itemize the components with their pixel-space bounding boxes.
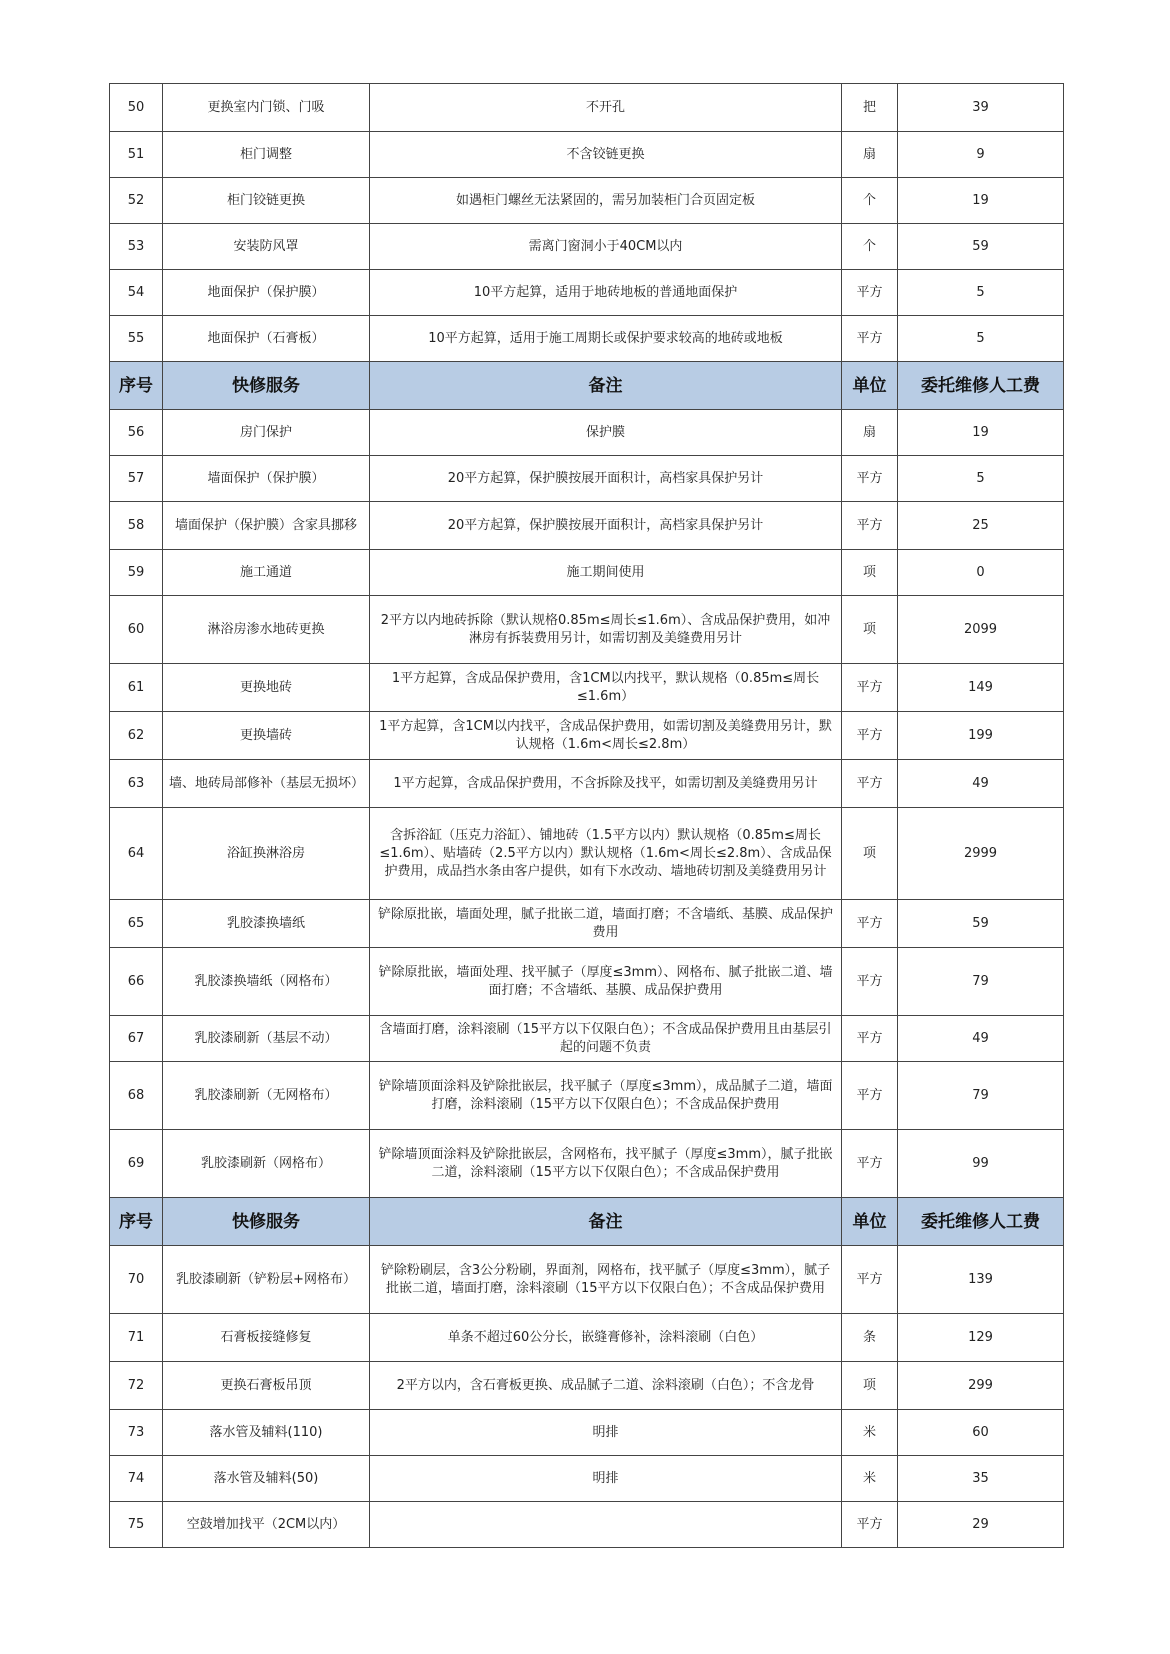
cell-service: 墙面保护（保护膜） [163, 456, 370, 502]
cell-note: 施工期间使用 [370, 550, 842, 596]
cell-note: 需离门窗洞小于40CM以内 [370, 224, 842, 270]
cell-unit: 平方 [842, 502, 898, 550]
cell-fee: 39 [898, 84, 1064, 132]
cell-note: 10平方起算，适用于施工周期长或保护要求较高的地砖或地板 [370, 316, 842, 362]
cell-service: 乳胶漆刷新（无网格布） [163, 1062, 370, 1130]
cell-service: 更换室内门锁、门吸 [163, 84, 370, 132]
cell-unit: 平方 [842, 712, 898, 760]
cell-service: 更换地砖 [163, 664, 370, 712]
table-row [110, 1362, 1064, 1410]
cell-note: 铲除粉刷层，含3公分粉刷，界面剂，网格布，找平腻子（厚度≤3mm），腻子批嵌二道，墙面打磨，涂料滚刷（15平方以下仅限白色）；不含成品保护费用 [370, 1246, 842, 1314]
cell-unit: 平方 [842, 1502, 898, 1548]
cell-note: 单条不超过60公分长，嵌缝膏修补，涂料滚刷（白色） [370, 1314, 842, 1362]
cell-service: 落水管及辅料(50) [163, 1456, 370, 1502]
header-no: 序号 [110, 1198, 163, 1246]
cell-no: 59 [110, 550, 163, 596]
cell-unit: 米 [842, 1456, 898, 1502]
cell-no: 55 [110, 316, 163, 362]
header-unit: 单位 [842, 1198, 898, 1246]
cell-no: 58 [110, 502, 163, 550]
cell-service: 乳胶漆换墙纸 [163, 900, 370, 948]
cell-fee: 139 [898, 1246, 1064, 1314]
cell-service: 空鼓增加找平（2CM以内） [163, 1502, 370, 1548]
cell-note: 20平方起算，保护膜按展开面积计，高档家具保护另计 [370, 502, 842, 550]
cell-service: 乳胶漆刷新（基层不动） [163, 1016, 370, 1062]
cell-service: 房门保护 [163, 410, 370, 456]
cell-note: 20平方起算，保护膜按展开面积计，高档家具保护另计 [370, 456, 842, 502]
table-row [110, 84, 1064, 132]
cell-no: 63 [110, 760, 163, 808]
table-row [110, 224, 1064, 270]
cell-note: 铲除原批嵌，墙面处理、找平腻子（厚度≤3mm）、网格布、腻子批嵌二道、墙面打磨；不含墙纸、基膜、成品保护费用 [370, 948, 842, 1016]
cell-no: 62 [110, 712, 163, 760]
table-row [110, 712, 1064, 760]
cell-unit: 扇 [842, 410, 898, 456]
cell-unit: 平方 [842, 456, 898, 502]
table-row [110, 1314, 1064, 1362]
cell-fee: 60 [898, 1410, 1064, 1456]
cell-no: 53 [110, 224, 163, 270]
cell-fee: 59 [898, 224, 1064, 270]
table-row [110, 1016, 1064, 1062]
cell-fee: 2999 [898, 808, 1064, 900]
cell-service: 墙、地砖局部修补（基层无损坏） [163, 760, 370, 808]
cell-note: 铲除原批嵌，墙面处理，腻子批嵌二道，墙面打磨；不含墙纸、基膜、成品保护费用 [370, 900, 842, 948]
cell-fee: 199 [898, 712, 1064, 760]
cell-service: 落水管及辅料(110) [163, 1410, 370, 1456]
cell-fee: 79 [898, 1062, 1064, 1130]
cell-no: 60 [110, 596, 163, 664]
cell-note: 铲除墙顶面涂料及铲除批嵌层，找平腻子（厚度≤3mm），成品腻子二道，墙面打磨，涂料滚刷（15平方以下仅限白色）；不含成品保护费用 [370, 1062, 842, 1130]
table-row [110, 550, 1064, 596]
cell-no: 67 [110, 1016, 163, 1062]
cell-fee: 129 [898, 1314, 1064, 1362]
cell-fee: 79 [898, 948, 1064, 1016]
cell-no: 50 [110, 84, 163, 132]
table-row [110, 664, 1064, 712]
cell-no: 57 [110, 456, 163, 502]
table-row [110, 1410, 1064, 1456]
cell-note: 明排 [370, 1456, 842, 1502]
table-row [110, 1130, 1064, 1198]
cell-fee: 9 [898, 132, 1064, 178]
cell-unit: 平方 [842, 1062, 898, 1130]
header-service: 快修服务 [163, 1198, 370, 1246]
cell-service: 墙面保护（保护膜）含家具挪移 [163, 502, 370, 550]
cell-fee: 35 [898, 1456, 1064, 1502]
cell-fee: 0 [898, 550, 1064, 596]
cell-service: 淋浴房渗水地砖更换 [163, 596, 370, 664]
table-row [110, 596, 1064, 664]
cell-no: 68 [110, 1062, 163, 1130]
cell-fee: 5 [898, 316, 1064, 362]
header-unit: 单位 [842, 362, 898, 410]
cell-fee: 49 [898, 760, 1064, 808]
table-row [110, 270, 1064, 316]
cell-service: 乳胶漆换墙纸（网格布） [163, 948, 370, 1016]
cell-unit: 平方 [842, 760, 898, 808]
cell-service: 施工通道 [163, 550, 370, 596]
cell-no: 70 [110, 1246, 163, 1314]
cell-unit: 平方 [842, 664, 898, 712]
cell-service: 地面保护（石膏板） [163, 316, 370, 362]
table-row [110, 178, 1064, 224]
cell-no: 52 [110, 178, 163, 224]
cell-fee: 25 [898, 502, 1064, 550]
cell-unit: 平方 [842, 1016, 898, 1062]
table-row [110, 948, 1064, 1016]
cell-no: 74 [110, 1456, 163, 1502]
cell-note: 不开孔 [370, 84, 842, 132]
cell-note: 不含铰链更换 [370, 132, 842, 178]
cell-service: 柜门铰链更换 [163, 178, 370, 224]
header-no: 序号 [110, 362, 163, 410]
cell-note: 铲除墙顶面涂料及铲除批嵌层，含网格布，找平腻子（厚度≤3mm），腻子批嵌二道，涂料滚刷（15平方以下仅限白色）；不含成品保护费用 [370, 1130, 842, 1198]
table-row [110, 1502, 1064, 1548]
cell-note: 10平方起算，适用于地砖地板的普通地面保护 [370, 270, 842, 316]
table-row [110, 316, 1064, 362]
table-row [110, 410, 1064, 456]
cell-unit: 平方 [842, 270, 898, 316]
cell-unit: 个 [842, 178, 898, 224]
table-row [110, 1456, 1064, 1502]
cell-note: 明排 [370, 1410, 842, 1456]
cell-service: 浴缸换淋浴房 [163, 808, 370, 900]
cell-fee: 19 [898, 178, 1064, 224]
cell-unit: 个 [842, 224, 898, 270]
cell-note: 1平方起算，含成品保护费用，含1CM以内找平，默认规格（0.85m≤周长≤1.6m） [370, 664, 842, 712]
cell-unit: 条 [842, 1314, 898, 1362]
cell-unit: 把 [842, 84, 898, 132]
cell-unit: 平方 [842, 900, 898, 948]
cell-fee: 49 [898, 1016, 1064, 1062]
cell-fee: 59 [898, 900, 1064, 948]
cell-fee: 299 [898, 1362, 1064, 1410]
table-row [110, 900, 1064, 948]
table-row [110, 1062, 1064, 1130]
cell-no: 65 [110, 900, 163, 948]
cell-fee: 99 [898, 1130, 1064, 1198]
cell-service: 柜门调整 [163, 132, 370, 178]
cell-unit: 平方 [842, 1130, 898, 1198]
cell-note: 保护膜 [370, 410, 842, 456]
cell-note: 如遇柜门螺丝无法紧固的，需另加装柜门合页固定板 [370, 178, 842, 224]
cell-note: 1平方起算，含1CM以内找平，含成品保护费用，如需切割及美缝费用另计，默认规格（1.6m<周长≤2.8m） [370, 712, 842, 760]
cell-unit: 项 [842, 550, 898, 596]
cell-unit: 项 [842, 1362, 898, 1410]
cell-no: 72 [110, 1362, 163, 1410]
cell-note [370, 1502, 842, 1548]
cell-fee: 2099 [898, 596, 1064, 664]
cell-no: 64 [110, 808, 163, 900]
cell-no: 61 [110, 664, 163, 712]
price-table-body [110, 84, 1064, 1548]
cell-fee: 19 [898, 410, 1064, 456]
cell-no: 75 [110, 1502, 163, 1548]
cell-note: 含拆浴缸（压克力浴缸）、铺地砖（1.5平方以内）默认规格（0.85m≤周长≤1.6m）、贴墙砖（2.5平方以内）默认规格（1.6m<周长≤2.8m）、含成品保护费用，成品挡水条由客户提供，如有下水改动、墙地砖切割及美缝费用另计 [370, 808, 842, 900]
cell-fee: 5 [898, 456, 1064, 502]
cell-no: 69 [110, 1130, 163, 1198]
cell-service: 安装防风罩 [163, 224, 370, 270]
cell-service: 乳胶漆刷新（铲粉层+网格布） [163, 1246, 370, 1314]
cell-note: 2平方以内地砖拆除（默认规格0.85m≤周长≤1.6m）、含成品保护费用，如冲淋房有拆装费用另计，如需切割及美缝费用另计 [370, 596, 842, 664]
table-row [110, 760, 1064, 808]
table-header-row [110, 362, 1064, 410]
table-row [110, 1246, 1064, 1314]
cell-unit: 平方 [842, 316, 898, 362]
cell-unit: 项 [842, 808, 898, 900]
cell-no: 73 [110, 1410, 163, 1456]
cell-unit: 扇 [842, 132, 898, 178]
table-header-row [110, 1198, 1064, 1246]
cell-no: 71 [110, 1314, 163, 1362]
cell-unit: 项 [842, 596, 898, 664]
cell-unit: 平方 [842, 948, 898, 1016]
header-note: 备注 [370, 1198, 842, 1246]
cell-service: 石膏板接缝修复 [163, 1314, 370, 1362]
price-table [109, 83, 1064, 1548]
cell-no: 51 [110, 132, 163, 178]
table-row [110, 456, 1064, 502]
cell-note: 含墙面打磨，涂料滚刷（15平方以下仅限白色）；不含成品保护费用且由基层引起的问题不负责 [370, 1016, 842, 1062]
cell-unit: 米 [842, 1410, 898, 1456]
cell-unit: 平方 [842, 1246, 898, 1314]
cell-service: 地面保护（保护膜） [163, 270, 370, 316]
cell-fee: 5 [898, 270, 1064, 316]
header-service: 快修服务 [163, 362, 370, 410]
cell-service: 乳胶漆刷新（网格布） [163, 1130, 370, 1198]
table-row [110, 502, 1064, 550]
cell-note: 2平方以内，含石膏板更换、成品腻子二道、涂料滚刷（白色）；不含龙骨 [370, 1362, 842, 1410]
cell-note: 1平方起算，含成品保护费用，不含拆除及找平，如需切割及美缝费用另计 [370, 760, 842, 808]
header-fee: 委托维修人工费 [898, 1198, 1064, 1246]
cell-service: 更换石膏板吊顶 [163, 1362, 370, 1410]
cell-no: 56 [110, 410, 163, 456]
cell-fee: 29 [898, 1502, 1064, 1548]
header-note: 备注 [370, 362, 842, 410]
table-row [110, 132, 1064, 178]
cell-no: 54 [110, 270, 163, 316]
cell-service: 更换墙砖 [163, 712, 370, 760]
cell-fee: 149 [898, 664, 1064, 712]
table-row [110, 808, 1064, 900]
cell-no: 66 [110, 948, 163, 1016]
header-fee: 委托维修人工费 [898, 362, 1064, 410]
